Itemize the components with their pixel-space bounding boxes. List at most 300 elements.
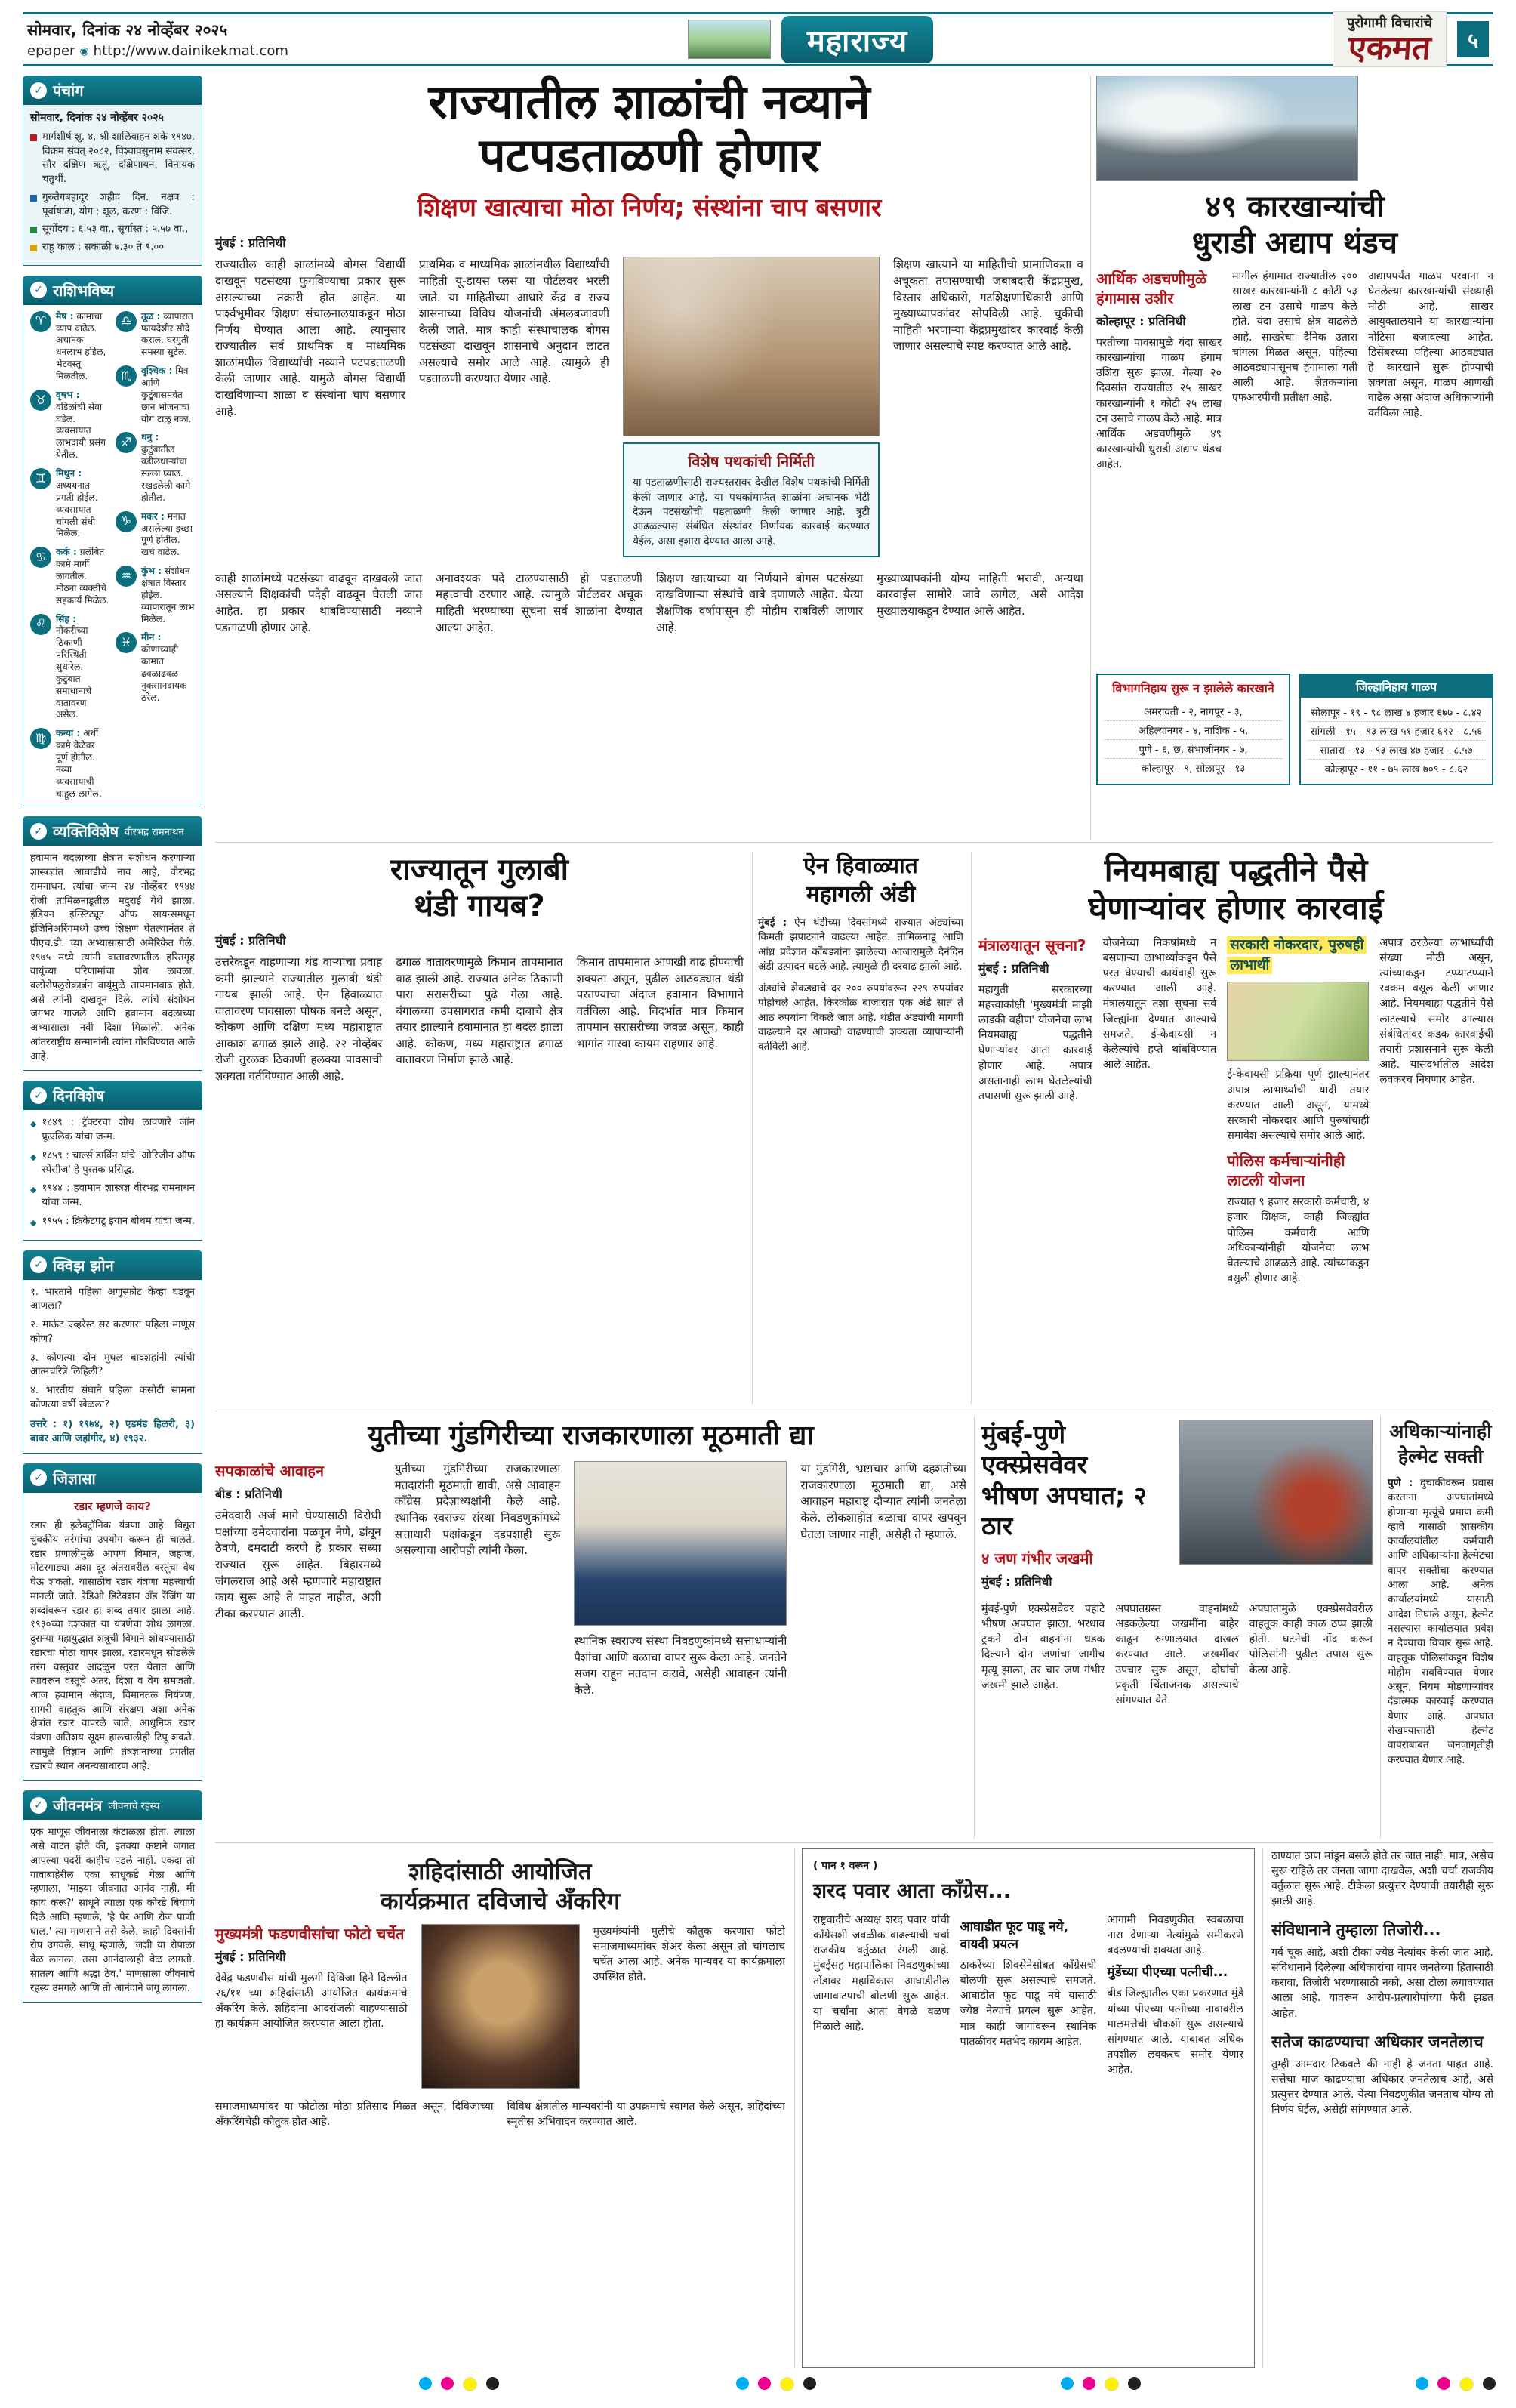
date-line: सोमवार, दिनांक २४ नोव्हेंबर २०२५ [27, 21, 228, 39]
quiz-body [23, 1280, 202, 1454]
ladki-highlight-title [1227, 936, 1369, 976]
rb-para1: गर्व चूक आहे, अशी टीका ज्येष्ठ नेत्यांवर केली जात आहे. संविधानाने दिलेल्या अधिकारांचा वापर जनतेच्या हितासाठी करावा, तिजोरी भरण्यासाठी नको, असा टोला लगावण्यात आला आहे. यावरून आरोप-प्रत्यारोपांच्या फैरी झडत आहेत. [1271, 1946, 1493, 2020]
divider [1262, 1848, 1263, 2368]
pawar-col1: राष्ट्रवादीचे अध्यक्ष शरद पवार यांची काँग्रेसशी जवळीक वाढल्याची चर्चा राजकीय वर्तुळात रंगली आहे. मुंबईसह महापालिका निवडणुकांच्या तोंडावर महाविकास आघाडीतील जागावाटपाची बोलणी सुरू आहेत. या चर्चांना आता वेगळे वळण मिळाले आहे. [813, 1914, 950, 2033]
rb-para0: ठाण्यात ठाण मांडून बसले होते तर जात नाही. मात्र, असेच सुरू राहिले तर जनता जागा दाखवेल, अशी चर्चा राजकीय वर्तुळात सुरू आहे. टीकेला प्रत्युत्तर देण्याची तयारीही सुरू झाली आहे. [1271, 1850, 1493, 1908]
sugar-columns [1096, 269, 1493, 661]
helmet-headline: अधिकाऱ्यांनाही हेल्मेट सक्ती [1389, 1420, 1492, 1467]
libra-icon: ♎ [116, 311, 137, 332]
quiz-header [23, 1250, 202, 1280]
sugar-col2: मागील हंगामात राज्यातील २०० साखर कारखान्यांनी ८ कोटी ५३ लाख टन उसाचे गाळप केले होते. यंदा उसाचे क्षेत्र वाढलेले आहे. साखरेचा दैनिक उतारा चांगला मि‌ळत असून, पहिल्या आठवड्यापासूनच हंगामाला गती आली आहे. शेतकऱ्यांना एफआरपीची प्रतीक्षा आहे. [1232, 270, 1357, 405]
eggs-col1-text: ऐन थंडीच्या दिवसांमध्ये राज्यात अंड्यांच्या किमती झपाट्याने वाढल्या आहेत. तामिळनाडू आणि आंध्र प्रदेशात कोंबड्यांना झालेल्या आजारामुळे दैनंदिन अंडी उत्पादन घटले आहे. त्यामुळे ही दरवाढ झाली आहे. [758, 917, 963, 973]
rashi-sign-name: तूळ : [141, 310, 161, 322]
black-dot-icon [803, 2377, 816, 2390]
sugar-col1 [1096, 269, 1222, 661]
rashi-entry [30, 728, 109, 800]
lead-bottom-columns [215, 571, 1083, 636]
quiz-question: २. माऊंट एव्हरेस्ट सर करणारा पहिला माणूस कोण? [30, 1319, 195, 1345]
pawar-col3a-text: आगामी निवडणुकीत स्वबळाचा नारा देणाऱ्या नेत्यांमुळे समीकरणे बदलण्याची शक्यता आहे. [1107, 1914, 1244, 1957]
life-mantra-title: जीवनमंत्र [53, 1796, 103, 1815]
pawar-continuation-box [802, 1848, 1255, 2368]
page-number: ५ [1457, 21, 1489, 57]
divider [794, 1848, 795, 2368]
lead-byline: मुंबई : प्रतिनिधी [215, 236, 286, 251]
section-badge-icon: ✓ [30, 1797, 47, 1814]
pisces-icon: ♓ [116, 632, 137, 653]
rb-head2: सतेज काढण्याचा अधिकार जनतेलाच [1271, 2032, 1484, 2051]
day-special-header [23, 1081, 202, 1110]
ladki-headline [978, 852, 1493, 928]
cold-col2: ढगाळ वातावरणामुळे किमान तापमानात वाढ झाली आहे. राज्यात अनेक ठिकाणी पारा सरासरीच्या पुढे गेला आहे. बंगालच्या उपसागरात कमी दाबाचे क्षेत्र तयार झाल्याने हवामानात हा बदल झाला आहे. कोकण, मध्य महाराष्ट्रात ढगाळ वातावरण निर्माण झाले आहे. [396, 955, 563, 1067]
globe-icon: ◉ [79, 45, 89, 57]
panchang-line [30, 223, 195, 237]
leo-icon: ♌ [30, 614, 51, 635]
lead-col1: राज्यातील काही शाळांमध्ये बोगस विद्यार्थी दाखवून पटसंख्या फुगविण्याचा प्रकार सुरू असल्याच्या तक्रारी होत आहेत. या पार्श्वभूमीवर शिक्षण संचालनालयाकडून मोठा निर्णय घेण्यात आला आहे. त्यानुसार राज्यातील सर्व प्राथमिक व माध्यमिक शाळांमधील विद्यार्थ्यांची नव्याने पटपडताळणी केली जाणार आहे. यामुळे बोगस विद्यार्थी दाखविणाऱ्या शाळा व संस्थांना चाप बसणार आहे. [215, 257, 405, 418]
divider [971, 852, 972, 1404]
anchoring-headline-line2: कार्यक्रमात दविजाचे अँकरिग [380, 1887, 621, 1915]
quiz-section [23, 1250, 202, 1454]
yellow-dot-icon [1459, 2377, 1474, 2391]
day-special-title: दिनविशेष [53, 1087, 105, 1105]
sugar-subhead: आर्थिक अडचणीमुळे हंगामास उशीर [1096, 270, 1207, 307]
divider [215, 842, 1493, 843]
politician-photo [574, 1461, 787, 1626]
panchang-title: पंचांग [53, 82, 84, 100]
ladki-columns [978, 936, 1493, 1286]
accident-headline-line1: मुंबई-पुणे एक्स्प्रेसवेवर [981, 1420, 1088, 1480]
rashi-text [141, 566, 195, 625]
division-wise-item: पुणे - ६, छ. संभाजीनगर - ७, [1104, 740, 1283, 759]
panchang-line-text: राहू काल : सकाळी ७.३० ते ९.०० [42, 242, 165, 254]
magenta-dot-icon [441, 2377, 454, 2390]
cold-col3: किमान तापमानात आणखी वाढ होण्याची शक्यता असून, पुढील आठवड्यात थंडी परतण्याचा अंदाज हवामान विभागाने वर्तविला आहे. विदर्भात मात्र किमान तापमान सरासरीच्या जवळ असून, काही भागांत गारवा कायम राहणार आहे. [576, 955, 744, 1050]
yuti-headline: युतीच्या गुंडगिरीच्या राजकारणाला मूठमाती द्या [368, 1420, 814, 1451]
rashi-text [56, 547, 109, 606]
section-badge-icon: ✓ [30, 1087, 47, 1104]
rashi-sign-name: कन्या : [56, 728, 81, 739]
rashi-entry [116, 365, 195, 425]
quiz-title: क्विझ झोन [53, 1256, 114, 1275]
capricorn-icon: ♑ [116, 511, 137, 532]
black-dot-icon [486, 2377, 499, 2390]
sugar-byline: कोल्हापूर : प्रतिनिधी [1096, 314, 1186, 328]
lead-columns [215, 257, 1083, 557]
scorpio-icon: ♏ [116, 365, 137, 387]
cold-headline-line2: थंडी गायब? [414, 889, 545, 923]
registration-marks [1416, 2377, 1496, 2391]
registration-marks [419, 2377, 499, 2391]
brand-box [1333, 11, 1447, 67]
bullet-square-icon [30, 195, 37, 202]
lead-article [215, 76, 1083, 636]
rashi-entry [116, 566, 195, 625]
taurus-icon: ♉ [30, 390, 51, 411]
pawar-subhead1: आघाडीत फूट पाडू नये, वायदी प्रयत्न [960, 1919, 1069, 1952]
rashi-entry [30, 547, 109, 606]
divider [752, 852, 753, 1404]
life-mantra-subtitle: जीवनाचे रहस्य [108, 1800, 160, 1812]
horoscope-col-left [30, 311, 109, 800]
yuti-col3: या गुंडगिरी, भ्रष्टाचार आणि दहशतीच्या राजकारणाला मूठमाती द्या, असे आवाहन महाराष्ट्र दौऱ्यात त्यांनी जनतेला केले. लोकशाहीत बळाचा वापर खपवून घेतला जाणार नाही, असेही ते म्हणाले. [800, 1462, 967, 1541]
gemini-icon: ♊ [30, 468, 51, 489]
ladki-police-text: राज्यात ९ हजार सरकारी कर्मचारी, ४ हजार शिक्षक, काही जिल्ह्यांत पोलिस कर्मचारी आणि अधिकाऱ्यांनीही योजनेचा लाभ घेतल्याचे आढळले आहे. त्यांच्याकडून वसुली होणार आहे. [1227, 1196, 1370, 1284]
rashi-entry [116, 432, 195, 504]
day-special-item [30, 1215, 195, 1229]
cyan-dot-icon [419, 2377, 432, 2390]
anchoring-col4: विविध क्षेत्रांतील मान्यवरांनी या उपक्रमाचे स्वागत केले असून, शहिदांच्या स्मृतीस अभिवादन करण्यात आले. [507, 2100, 785, 2128]
divider [1090, 76, 1091, 840]
horoscope-title: राशिभविष्य [53, 281, 115, 300]
rashi-prediction: अध्ययनात प्रगती होईल. व्यवसायात चांगली संधी मिळेल. [56, 479, 98, 539]
epaper-label: epaper [27, 43, 75, 59]
cold-byline: मुंबई : प्रतिनिधी [215, 933, 286, 948]
curiosity-question: रडार म्हणजे काय? [74, 1499, 151, 1513]
panchang-line-text: मार्गशीर्ष शु. ४, श्री शालिवाहन शके १९४७, विक्रम संवत् २०८२, विश्वावसुनाम संवत्सर, सौर दक्षिण ऋतू, दक्षिणायन. विनायक चतुर्थी. [42, 131, 195, 186]
page-header [23, 12, 1493, 66]
rashi-sign-name: मेष : [56, 310, 74, 322]
yellow-dot-icon [1105, 2377, 1119, 2391]
aries-icon: ♈ [30, 311, 51, 332]
quiz-answers: उत्तरे : १) १९७४, २) एडमंड हिलरी, ३) बाबर आणि जहांगीर, ४) १९३२. [30, 1419, 195, 1445]
cold-col1: उत्तरेकडून वाहणाऱ्या थंड वाऱ्यांचा प्रवाह कमी झाल्याने राज्यातील गुलाबी थंडी गायब झाली आहे. ऐन हिवाळ्यात वातावरण पावसाला पोषक बनले असून, कोकण आणि दक्षिण मध्य महाराष्ट्रात आकाश ढगाळ झाले आहे. २२ नोव्हेंबर रोजी तुरळक ठिकाणी हलक्या पावसाची शक्यता वर्तविण्यात आली आहे. [215, 955, 383, 1084]
panchang-section [23, 76, 202, 266]
ladki-col1 [978, 936, 1092, 1286]
curiosity-body [23, 1493, 202, 1781]
yuti-col4: स्थानिक स्वराज्य संस्था निवडणुकांमध्ये सत्ताधाऱ्यांनी पैशांचा आणि बळाचा वापर सुरू केला आहे. जनतेने सजग राहून मतदान करावे, असेही आवाहन त्यांनी केले. [574, 1634, 787, 1697]
accident-columns [981, 1602, 1373, 1708]
registration-marks [736, 2377, 816, 2391]
sugar-col3: अद्यापपर्यंत गाळप परवाना न घेतलेल्या कारखान्यांची संख्याही मोठी आहे. साखर आयुक्तालयाने या कारखान्यांना नोटिसा बजावल्या आहेत. डिसेंबरच्या पहिल्या आठवड्यात हे कारखाने सुरू होण्याची शक्यता असून, गाळप आणखी वाढेल असा अंदाज अधिकाऱ्यांनी वर्तविला आहे. [1368, 270, 1493, 420]
rashi-prediction: कामाचा व्याप वाढेल. अचानक धनलाभ होईल, भेटवस्तू मिळतील. [56, 310, 106, 382]
day-special-body [23, 1110, 202, 1240]
rashi-text [56, 468, 109, 540]
rashi-text [56, 614, 109, 722]
black-dot-icon [1483, 2377, 1496, 2390]
rashi-entry [30, 390, 109, 461]
rashi-prediction: नोकरीच्या ठिकाणी परिस्थिती सुधारेल. कुटुंबात समाधानाचे वातावरण असेल. [56, 625, 91, 720]
scheme-action-article [978, 852, 1493, 1286]
division-wise-box [1096, 674, 1290, 785]
lead-headline-line1: राज्यातील शाळांची नव्याने [428, 74, 870, 129]
divider [215, 1842, 1493, 1843]
division-wise-item: अहिल्यानगर - ४, नाशिक - ५, [1104, 721, 1283, 740]
person-special-header [23, 816, 202, 846]
anchoring-label: मुख्यमंत्री फडणवीसांचा फोटो चर्चेत [215, 1924, 405, 1943]
cyan-dot-icon [736, 2377, 749, 2390]
anchoring-col2: मुख्यमंत्र्यांनी मुलीचे कौतुक करणारा फोटो समाजमाध्यमांवर शेअर केला असून तो चांगलाच चर्चेत आला आहे. अनेक मान्यवर या कार्यक्रमाला उपस्थित होते. [593, 1925, 785, 1983]
eggs-col2: अंड्यांचे शेकड्याचे दर २०० रुपयांवरून २२९ रुपयांवर पोहोचले आहेत. किरकोळ बाजारात एक अंडे सात ते आठ रुपयांना विकले जात आहे. थंडीत अंड्यांची मागणी वाढल्याने दर आणखी वाढण्याची शक्यता व्यापाऱ्यांनी वर्तविली आहे. [758, 982, 963, 1053]
division-wise-item: कोल्हापूर - ९, सोलापूर - १३ [1141, 763, 1246, 775]
sugar-headline-line2: धुराडी अद्याप थंडच [1191, 226, 1398, 261]
rashi-entry [30, 614, 109, 722]
ladki-police-title: पोलिस कर्मचाऱ्यांनीही लाटली योजना [1227, 1152, 1345, 1190]
rashi-sign-name: धनु : [141, 432, 159, 443]
brand-tagline: पुरोगामी विचारांचे [1347, 15, 1432, 31]
life-mantra-section [23, 1790, 202, 2003]
yuti-label: सपकाळांचे आवाहन [215, 1462, 324, 1481]
egg-prices-article [758, 852, 963, 1055]
right-bottom-column [1271, 1848, 1493, 2118]
anchoring-byline: मुंबई : प्रतिनिधी [215, 1949, 286, 1964]
cyan-dot-icon [1416, 2377, 1428, 2390]
quiz-question: ४. भारतीय संघाने पहिला कसोटी सामना कोणत्या वर्षी खेळला? [30, 1384, 195, 1411]
accident-headline [981, 1420, 1169, 1541]
curiosity-header [23, 1463, 202, 1493]
rashi-text [56, 311, 109, 383]
day-special-item [30, 1116, 195, 1144]
district-wise-title: जिल्हानिहाय गाळप [1301, 675, 1492, 698]
district-wise-item: कोल्हापूर - ११ - ७५ लाख ७०९ - ८.६२ [1324, 764, 1468, 775]
cold-columns [215, 954, 744, 1085]
eggs-dateline: मुंबई : [758, 917, 787, 929]
cyan-dot-icon [1061, 2377, 1074, 2390]
section-badge-icon: ✓ [30, 1469, 47, 1486]
rashi-text [141, 365, 195, 425]
rashi-prediction: मित्र आणि कुटुंबासमवेत छान भोजनाचा योग टाळू नका. [141, 365, 192, 424]
panchang-line [30, 241, 195, 255]
rashi-sign-name: मिथुन : [56, 468, 82, 479]
epaper-url[interactable]: http://www.dainikekmat.com [93, 43, 288, 59]
rashi-sign-name: कुंभ : [141, 566, 162, 577]
rashi-prediction: प्रलंबित कामे मार्गी लागतील. मोठ्या व्यक्तींचे सहकार्य मिळेल. [56, 547, 109, 606]
person-special-title: व्यक्तिविशेष [53, 822, 119, 841]
yuti-politics-article [215, 1420, 966, 1699]
accident-subhead: ४ जण गंभीर जखमी [981, 1549, 1093, 1568]
special-squad-title: विशेष पथकांची निर्मिती [688, 452, 815, 471]
quiz-question: १. भारताने पहिला अणुस्फोट केव्हा घडवून आणला? [30, 1286, 195, 1312]
rashi-text [141, 632, 195, 704]
accident-headline-line2: भीषण अपघात; २ ठार [981, 1480, 1147, 1540]
magenta-dot-icon [758, 2377, 771, 2390]
magenta-dot-icon [1437, 2377, 1450, 2390]
anchoring-bottom-columns [215, 2099, 785, 2129]
yellow-dot-icon [780, 2377, 794, 2391]
district-wise-box [1299, 674, 1493, 785]
accident-byline: मुंबई : प्रतिनिधी [981, 1574, 1052, 1589]
rashi-text [56, 728, 109, 800]
lead-col2: प्राथमिक व माध्यमिक शाळांमधील विद्यार्थ्यांची माहिती यू-डायस प्लस या पोर्टलवर भरली जाते. या माहितीच्या आधारे केंद्र व राज्य शासनाच्या विविध योजनांची अंमलबजावणी केली जाते. मात्र काही संस्थाचालक बोगस पटसंख्या दाखवून शासनाचे अनुदान लाटत असल्याचे समोर आले आहे. त्यामुळे ही पडताळणी करण्यात येणार आहे. [419, 257, 609, 386]
anchoring-photo-block [421, 1924, 580, 2089]
highlighted-text: सरकारी नोकरदार, पुरुषही लाभार्थी [1227, 936, 1367, 974]
special-squad-text: या पडताळणीसाठी राज्यस्तरावर देखील विशेष पथकांची निर्मिती केली जाणार आहे. या पथकांमार्फत शाळांना अचानक भेटी देऊन पटसंख्येची पडताळणी केली जाणार आहे. त्रुटी आढळल्यास संबंधित संस्थांवर निर्णायक कारवाई करण्यात येईल, असा इशारा देण्यात आला आहे. [633, 476, 870, 547]
pawar-col2 [960, 1913, 1097, 2077]
helmet-rule-article [1388, 1420, 1493, 1768]
ladki-highlight-col [1227, 936, 1369, 1286]
lead-headline-line2: पटपडताळणी होणार [479, 127, 820, 183]
cold-headline-line1: राज्यातून गुलाबी [390, 853, 569, 887]
pawar-headline: शरद पवार आता काँग्रेस... [813, 1879, 1012, 1903]
anchoring-article [215, 1858, 785, 2129]
rashi-sign-name: वृश्चिक : [141, 365, 173, 377]
quiz-question: ३. कोणत्या दोन मुघल बादशहांनी त्यांची आत्मचरित्रे लिहिली? [30, 1352, 195, 1378]
horoscope-body [23, 305, 202, 807]
lead-bottom-col4: मुख्याध्यापकांनी योग्य माहिती भरावी, अन्यथा कारवाईस सामोरे जावे लागेल, असे आदेश मुख्यालयाकडून देण्यात आले आहेत. [877, 571, 1083, 618]
panchang-body [23, 105, 202, 266]
rashi-text [141, 511, 195, 559]
rb-para2: तुम्ही आमदार टिकवले की नाही हे जनता पाहत आहे. सत्तेचा माज काढण्याचा अधिकार जनतेलाच आहे, असे प्रत्युत्तर देण्यात आले. येत्या निवडणुकीत जनताच योग्य तो निर्णय घेईल, असेही सांगण्यात आले. [1271, 2058, 1493, 2117]
day-special-text: १८४९ : ट्रॅक्टरचा शोध लावणारे जॉन फ्रूएलिक यांचा जन्म. [42, 1117, 195, 1143]
classroom-photo [623, 257, 880, 436]
rashi-entry [116, 311, 195, 359]
special-squad-box [623, 442, 880, 557]
pawar-columns [813, 1913, 1243, 2077]
lead-bottom-col1: काही शाळांमध्ये पटसंख्या वाढवून दाखवली जात असल्याने शिक्षकांची पदेही वाढवून घेतली जात आहेत. हा प्रकार थांबविण्यासाठी नव्याने पडताळणी होणार आहे. [215, 571, 422, 634]
accident-col3: अपघातामुळे एक्स्प्रेसवेवरील वाहतूक काही काळ ठप्प झाली होती. घटनेची नोंद करून पोलिसांनी पुढील तपास सुरू केला आहे. [1249, 1603, 1373, 1676]
epaper-line [27, 43, 288, 59]
pawar-col2-text: ठाकरेंच्या शिवसेनेसोबत काँग्रेसची बोलणी सुरू असल्याचे समजते. आघाडीत फूट पाडू नये यासाठी ज्येष्ठ नेत्यांचे प्रयत्न सुरू आहेत. मात्र काही जागांवरून स्थानिक पातळीवर मतभेद कायम आहेत. [960, 1959, 1097, 2048]
section-badge-icon: ✓ [30, 823, 47, 840]
district-wise-item: सांगली - १५ - ९३ लाख ५१ हजार ६९२ - ८.५६ [1307, 722, 1486, 741]
lead-photo-block [623, 257, 880, 557]
rashi-entry [30, 468, 109, 540]
rashi-prediction: संशोधन क्षेत्रात विस्तार होईल. व्यापारातून लाभ मिळेल. [141, 566, 195, 624]
lead-headline [215, 76, 1083, 182]
sugar-factory-article [1096, 76, 1493, 785]
masthead: महाराज्य [781, 16, 933, 63]
yuti-columns [215, 1461, 966, 1698]
person-special-body: हवामान बदलाच्या क्षेत्रात संशोधन करणाऱ्या शास्त्रज्ञांत आघाडीचे नाव आहे, वीरभद्र रामनाथन. त्यांचा जन्म २४ नोव्हेंबर १९४४ रोजी तामिळनाडूतील मदुराई येथे झाला. इंडियन इन्स्टिट्यूट ऑफ सायन्समधून इंजिनिअरिंगमध्ये उच्च शिक्षण घेतल्यानंतर ते पीएच.डी. च्या अभ्यासासाठी अमेरिकेत गेले. १९७५ मध्ये त्यांनी वातावरणातील हरितगृह वायूंच्या परिणामांचा शोध लावला. क्लोरोफ्लुरोकार्बन वायूंमुळे तापमानवाढ होते, असे त्यांनी दाखवून दिले. त्यांचे संशोधन जगभर गाजले आणि हवामान बदलाच्या अभ्यासाला नवी दिशा मिळाली. अनेक आंतरराष्ट्रीय सन्मानांनी त्यांना गौरविण्यात आले आहे. [23, 846, 202, 1071]
sugar-info-boxes [1096, 674, 1493, 785]
day-special-item [30, 1149, 195, 1177]
virgo-icon: ♍ [30, 728, 51, 749]
lead-bottom-col2: अनावश्यक पदे टाळण्यासाठी ही पडताळणी महत्त्वाची ठरणार आहे. त्यामुळे पोर्टलवर अचूक माहिती भरण्याच्या सूचना सर्व शाळांना देण्यात आल्या आहेत. [436, 571, 642, 634]
sugar-col1-text: परतीच्या पावसामुळे यंदा साखर कारखान्यांचा गाळप हंगाम उशिरा सुरू झाला. गेल्या २० दिवसांत राज्यातील २५ साखर कारखान्यांनी १ कोटी २५ लाख टन उसाचे गाळप केले आहे. मात्र आर्थिक अडचणीमुळे ४९ कारखान्यांची धुराडी अद्याप थंडच आहेत. [1096, 337, 1222, 471]
divider [1380, 1416, 1381, 1839]
day-special-text: १९५५ : क्रिकेटपटू इयान बोथम यांचा जन्म. [42, 1215, 195, 1227]
panchang-line-text: सूर्योदय : ६.५३ वा., सूर्यास्त : ५.५७ वा., [42, 224, 189, 236]
accident-col1: मुंबई-पुणे एक्स्प्रेसवेवर पहाटे भीषण अपघात झाला. भरधाव ट्रकने दोन वाहनांना धडक दिल्याने दोन जणांचा जागीच मृत्यू झाला, तर चार जण गंभीर जखमी झाले आहेत. [981, 1603, 1105, 1691]
ladki-note-label: मंत्रालयातून सूचना? [978, 936, 1086, 954]
district-wise-item: सातारा - १३ - ९३ लाख ४७ हजार - ८.५७ [1307, 741, 1486, 760]
brand-name: एकमत [1347, 29, 1433, 67]
anchoring-col1-text: देवेंद्र फडणवीस यांची मुलगी दिविजा हिने दिल्लीत २६/११ च्या शहिदांसाठी आयोजित कार्यक्रमाचे अँकरिंग केले. शहिदांना आदरांजली वाहण्यासाठी हा कार्यक्रम आयोजित करण्यात आला होता. [215, 1972, 408, 2030]
magenta-dot-icon [1083, 2377, 1095, 2390]
panchang-line [30, 131, 195, 187]
curiosity-section [23, 1463, 202, 1781]
curiosity-title: जिज्ञासा [53, 1469, 96, 1488]
ladki-headline-line1: नियमबाह्य पद्धतीने पैसे [1104, 852, 1368, 889]
section-badge-icon: ✓ [30, 282, 47, 298]
pawar-col3-text: बीड जिल्ह्यातील एका प्रकरणात मुंडे यांच्या पीएच्या पत्नीच्या नावावरील मालमत्तेची चौकशी सुरू असल्याचे सांगण्यात आले. याबाबत अधिक तपशील लवकरच समोर येणार आहेत. [1107, 1987, 1244, 2077]
anchoring-col1 [215, 1924, 408, 2089]
rashi-text [141, 311, 195, 359]
rashi-prediction: अर्धी कामे वेळेवर पूर्ण होतील. नव्या व्यवसायाची चाहूल लागेल. [56, 728, 102, 799]
cancer-icon: ♋ [30, 547, 51, 568]
eggs-col1 [758, 916, 963, 974]
yuti-byline: बीड : प्रतिनिधी [215, 1487, 282, 1502]
bullet-square-icon [30, 227, 37, 233]
rashi-prediction: कुटुंबातील वडीलधाऱ्यांचा सल्ला घ्याल. रखडलेली कामे होतील. [141, 444, 191, 503]
ladki-col2: योजनेच्या निकषांमध्ये न बसणाऱ्या लाभार्थ्यांकडून पैसे परत घेण्याची कार्यवाही सुरू करण्यात आली आहे. मंत्रालयातून तशा सूचना सर्व जिल्ह्यांना देण्यात आल्याचे समजते. ई-केवायसी न केलेल्यांचे हप्ते थांबविण्यात आले आहेत. [1102, 936, 1217, 1071]
day-special-section [23, 1081, 202, 1240]
cold-headline [215, 852, 744, 924]
rashi-prediction: वडिलांची सेवा घडेल. व्यवसायात लाभदायी प्रसंग येतील. [56, 401, 106, 461]
diamond-bullet-icon: ◆ [30, 1152, 37, 1162]
scenic-photo [688, 20, 771, 59]
accident-head-block [981, 1420, 1169, 1596]
rashi-sign-name: कर्क : [56, 547, 77, 558]
person-special-name: वीरभद्र रामनाथन [125, 826, 184, 838]
day-special-text: १९४४ : हवामान शास्त्रज्ञ वीरभद्र रामनाथन यांचा जन्म. [42, 1182, 195, 1209]
pawar-col3 [1107, 1913, 1243, 2077]
horoscope-grid [30, 311, 195, 800]
helmet-body [1388, 1476, 1493, 1768]
diamond-bullet-icon: ◆ [30, 1217, 37, 1228]
anchoring-columns [215, 1924, 785, 2089]
continued-from-tag: ( पान १ वरून ) [813, 1860, 878, 1872]
ladki-headline-line2: घेणाऱ्यांवर होणार कारवाई [1088, 890, 1384, 927]
sugar-headline-line1: ४९ कारखान्यांची [1205, 190, 1385, 224]
rashi-sign-name: मीन : [141, 632, 162, 643]
division-wise-item: अमरावती - २, नागपूर - ३, [1104, 702, 1283, 721]
rashi-prediction: कोणाच्याही कामात ढवळाढवळ नुकसानदायक ठरेल. [141, 644, 187, 703]
rashi-prediction: व्यापारात फायदेशीर सौदे कराल. घरगुती समस्या सुटेल. [141, 310, 193, 358]
anchor-photo [421, 1924, 580, 2089]
day-special-item [30, 1182, 195, 1210]
left-sidebar [23, 76, 202, 2012]
crash-photo [1179, 1420, 1373, 1565]
yuti-col1 [215, 1461, 381, 1698]
accident-col2: अपघातग्रस्त वाहनांमध्ये अडकलेल्या जखमींना बाहेर काढून रुग्णालयात दाखल करण्यात आले. जखमींवर उपचार सुरू असून, दोघांची प्रकृती चिंताजनक असल्याचे सांगण्यात येते. [1115, 1603, 1239, 1707]
accident-top-row [981, 1420, 1373, 1596]
anchoring-headline [215, 1858, 785, 1916]
ladki-col4: अपात्र ठरलेल्या लाभार्थ्यांची संख्या मोठी असून, त्यांच्याकडून टप्प्याटप्प्याने रक्कम वसूल केली जाणार आहे. नियमबाह्य पद्धतीने पैसे लाटल्याचे समोर आल्यास संबंधितांवर कडक कारवाईची तयारी प्रशासनाने सुरू केली आहे. यासंदर्भातील आदेश लवकरच निघणार आहेत. [1379, 936, 1494, 1087]
yuti-col1-text: उमेदवारी अर्ज मागे घेण्यासाठी विरोधी पक्षांच्या उमेदवारांना पळवून नेणे, डांबून ठेवणे, दमदाटी करणे हे प्रकार सध्या राज्यात सुरू आहेत. बिहारमध्ये जंगलराज आहे असे म्हणणारे महाराष्ट्रात काय सुरू आहे ते पाहत नाहीत, अशी टीका करण्यात आली. [215, 1509, 381, 1620]
diamond-bullet-icon: ◆ [30, 1185, 37, 1195]
expressway-accident-article [981, 1420, 1373, 1708]
money-photo [1227, 982, 1369, 1061]
factory-photo [1096, 76, 1358, 181]
life-mantra-body: एक माणूस जीवनाला कंटाळला होता. त्याला असे वाटत होते की, इतक्या कष्टाने जगात आपल्या पदरी काहीच पडले नाही. एकदा तो गावाबाहेरील एका साधूकडे गेला आणि म्हणाला, 'माझ्या जीवनात आनंद नाही. मी काय करू?' साधूने त्याला एक कोरडे बियाणे दिले आणि म्हणाले, 'हे पेर आणि रोज पाणी घाल.' त्या माणसाने तसे केले. काही दिवसांनी रोप उगवले. साधू म्हणाले, 'जशी या रोपाला वेळ लागला, तसा आनंदालाही वेळ लागतो. सातत्य आणि श्रद्धा ठेव.' माणसाला जीवनाचे रहस्य उमगले आणि तो आनंदाने जगू लागला. [23, 1820, 202, 2003]
rashi-text [56, 390, 109, 461]
header-center [688, 16, 933, 63]
day-special-text: १८५९ : चार्ल्स डार्विन यांचे 'ओरिजीन ऑफ स्पेसीज' हे पुस्तक प्रसिद्ध. [42, 1149, 195, 1176]
ladki-col1-text: महायुती सरकारच्या महत्त्वाकांक्षी 'मुख्यमंत्री माझी लाडकी बहीण' योजनेचा लाभ नियमबाह्य पद्धतीने घेणाऱ्यांवर आता कारवाई होणार आहे. अपात्र असतानाही लाभ घेतलेल्यांची तपासणी सुरू झाली आहे. [978, 983, 1092, 1102]
bullet-square-icon [30, 134, 37, 141]
life-mantra-header [23, 1790, 202, 1820]
rb-head1: संविधानाने तुम्हाला तिजोरी... [1271, 1920, 1441, 1939]
horoscope-section [23, 276, 202, 807]
rashi-sign-name: वृषभ : [56, 389, 80, 400]
section-badge-icon: ✓ [30, 1256, 47, 1273]
sugar-headline [1096, 189, 1493, 261]
divider [974, 1416, 975, 1839]
curiosity-text: रडार ही इलेक्ट्रॉनिक यंत्रणा आहे. विद्युत चुंबकीय तरंगांचा उपयोग करून ही चालते. रडार प्रणालीमुळे आपण विमान, जहाज, मोटरगाड्या अशा दूर अंतरावरील वस्तूंचा वेध घेऊ शकतो. यासाठीच रडार यंत्रणा महत्त्वाची मानली जाते. रेडिओ डिटेक्शन अँड रेंजिंग या शब्दांवरून रडार हा शब्द तयार झाला आहे. १९३०च्या दशकात या यंत्रणेचा शोध लागला. दुसऱ्या महायुद्धात शत्रूची विमाने शोधण्यासाठी रडारचा मोठा वापर झाला. रडारमधून सोडलेले तरंग वस्तूवर आदळून परत येतात आणि त्यावरून वस्तूचे अंतर, दिशा व वेग समजतो. आज हवामान अंदाज, विमानतळ नियंत्रण, सागरी वाहतूक आणि संरक्षण अशा अनेक क्षेत्रांत रडार वापरले जाते. आधुनिक रडार यंत्रणा अतिशय सूक्ष्म हालचालीही टिपू शकते. त्यामुळे विज्ञान आणि तंत्रज्ञानाच्या प्रगतीत रडारचे स्थान अनन्यसाधारण आहे. [30, 1520, 195, 1772]
district-wise-item: सोलापूर - १९ - ९८ लाख ४ हजार ६७७ - ८.४२ [1307, 703, 1486, 722]
helmet-dateline: पुणे : [1388, 1477, 1413, 1489]
rashi-entry [116, 511, 195, 559]
yellow-dot-icon [463, 2377, 477, 2391]
yuti-photo-block [574, 1461, 787, 1698]
anchoring-col3: समाजमाध्यमांवर या फोटोला मोठा प्रतिसाद मिळत असून, दिविजाच्या अँकरिंगचेही कौतुक होत आहे. [215, 2100, 494, 2128]
black-dot-icon [1128, 2377, 1141, 2390]
lead-col3: शिक्षण खात्याने या माहितीची प्रामाणिकता व अचूकता तपासण्याची जबाबदारी केंद्रप्रमुख, विस्तार अधिकारी, गटशिक्षणाधिकारी आणि मुख्याध्यापकांवर सोपविली आहे. चुकीची माहिती भरणाऱ्या केंद्रप्रमुखांवर कारवाई केली जाणार असल्याचे स्पष्ट करण्यात आले आहे. [893, 257, 1083, 353]
lead-bottom-col3: शिक्षण खात्याच्या या निर्णयाने बोगस पटसंख्या दाखविणाऱ्या संस्थांचे धाबे दणाणले आहेत. येत्या शैक्षणिक वर्षापासून ही मोहीम राबविली जाणार आहे. [656, 571, 863, 634]
rashi-prediction: मनात असलेल्या इच्छा पूर्ण होतील. खर्च वाढेल. [141, 510, 193, 558]
header-right [1333, 11, 1489, 67]
section-badge-icon: ✓ [30, 82, 47, 99]
yuti-col2: युतीच्या गुंडगिरीच्या राजकारणाला मतदारांनी मूठमाती द्यावी, असे आवाहन काँग्रेस प्रदेशाध्यक्षांनी केले आहे. स्थानिक स्वराज्य संस्था निवडणुकांमध्ये सत्ताधारी पक्षांकडून दडपशाही सुरू असल्याचा आरोपही त्यांनी केला. [394, 1462, 561, 1558]
rashi-entry [116, 632, 195, 704]
bullet-square-icon [30, 245, 37, 251]
registration-marks [1061, 2377, 1141, 2391]
diamond-bullet-icon: ◆ [30, 1119, 37, 1130]
eggs-headline-line1: ऐन हिवाळ्यात [803, 853, 918, 879]
panchang-header [23, 76, 202, 105]
aquarius-icon: ♒ [116, 566, 137, 587]
cold-weather-article [215, 852, 744, 1085]
anchoring-headline-line1: शहिदांसाठी आयोजित [408, 1858, 592, 1885]
